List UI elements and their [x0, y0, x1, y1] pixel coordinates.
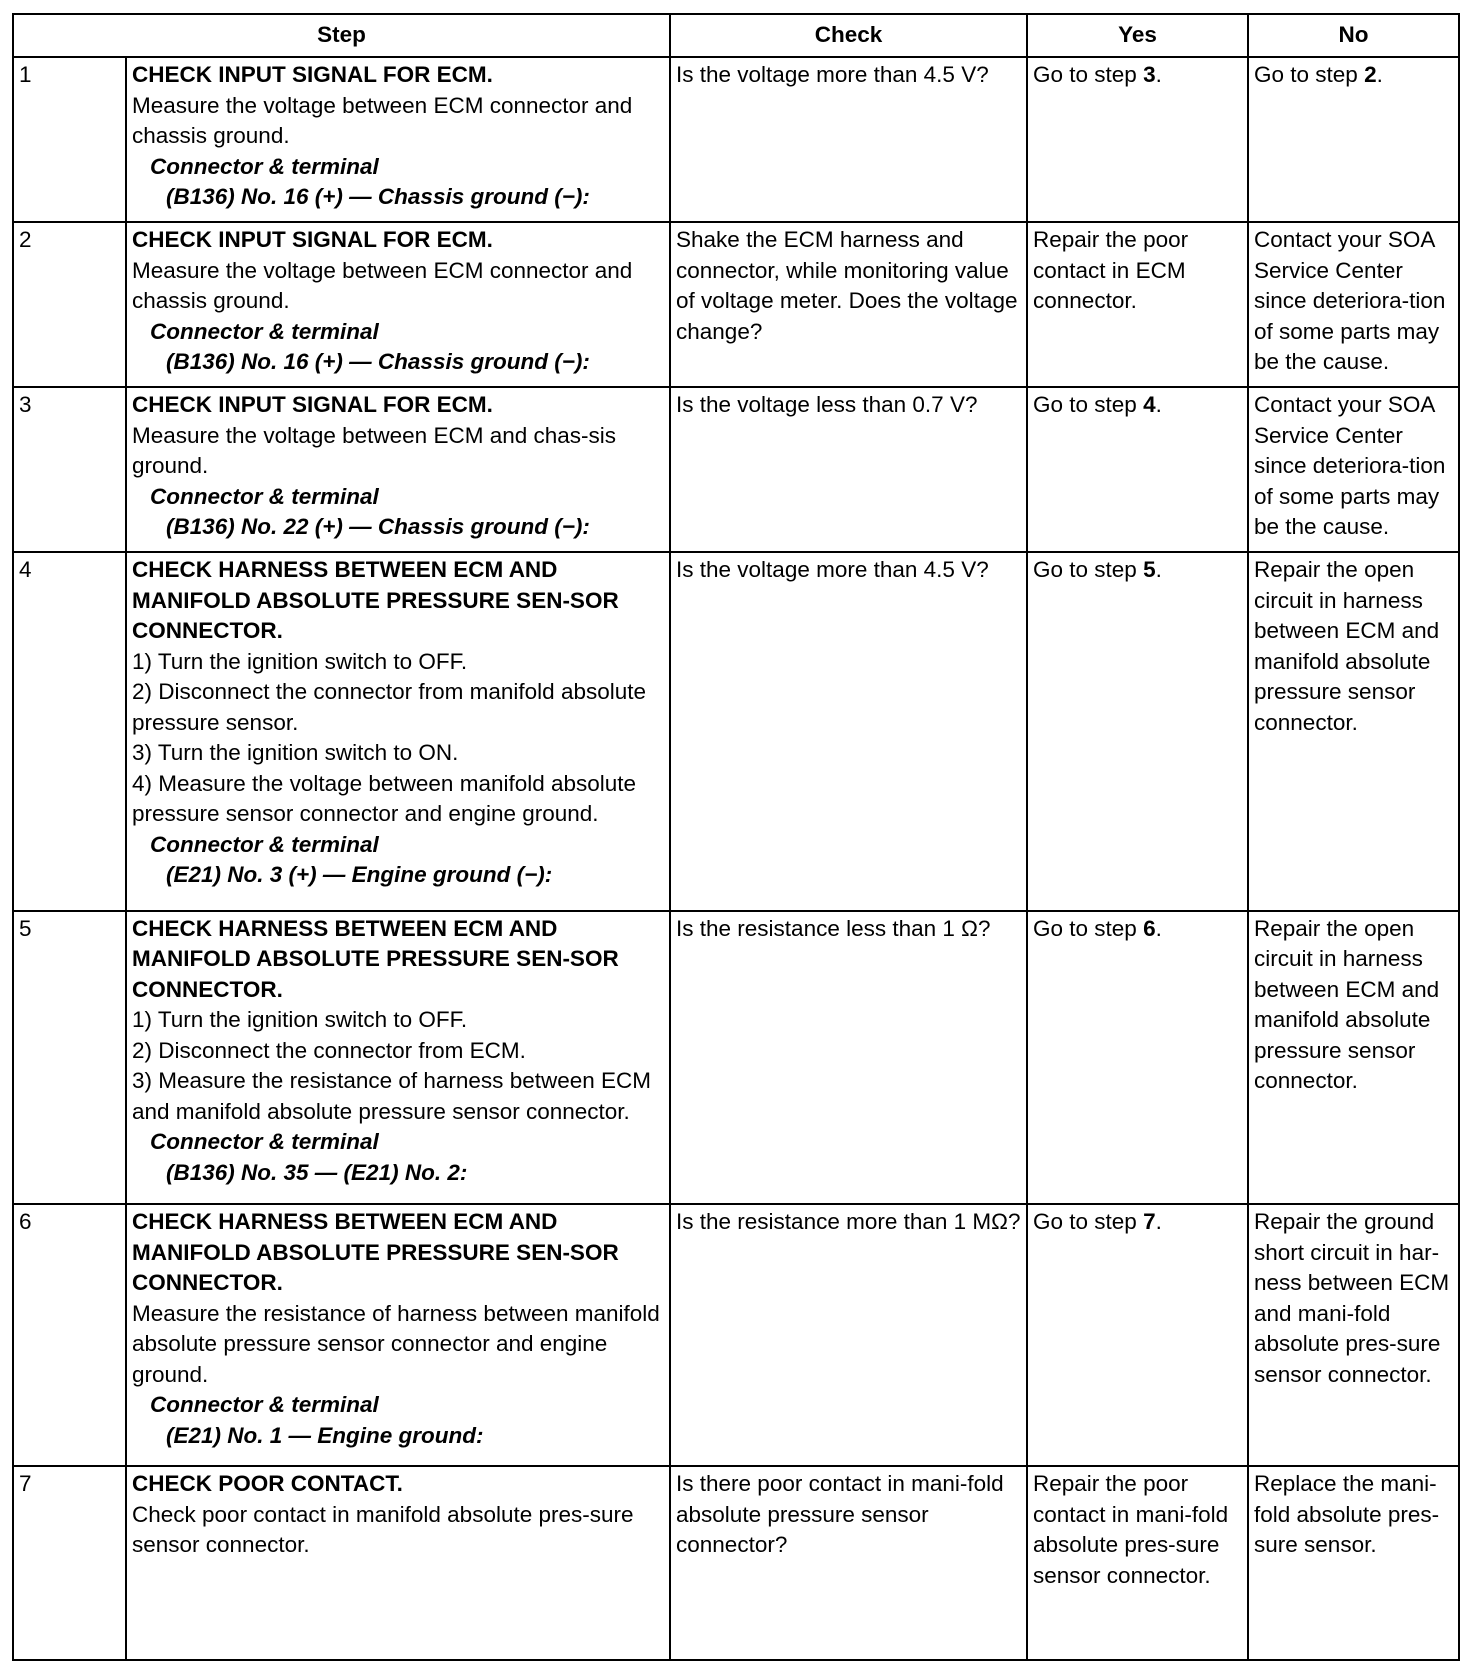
no-action: [1248, 387, 1459, 552]
no-action-text: Repair the ground short circuit in har-ness between ECM and mani-fold absolute pres-sure sensor connector.: [1254, 1209, 1450, 1387]
step-instruction: 1) Turn the ignition switch to OFF.: [132, 1007, 468, 1032]
yes-action: [1027, 57, 1248, 222]
step-instruction: Check poor contact in manifold absolute pres-sure sensor connector.: [132, 1501, 634, 1557]
yes-action-text: Go to step: [1033, 1209, 1144, 1235]
table-row: [13, 911, 1459, 1205]
yes-step-ref: 6: [1143, 915, 1156, 941]
table-row: [13, 552, 1459, 910]
step-instruction: Measure the voltage between ECM connector and chassis ground.: [132, 92, 633, 148]
step-instruction: 2) Disconnect the connector from manifold absolute pressure sensor.: [132, 679, 647, 735]
step-number: 1: [13, 57, 126, 222]
no-action: [1248, 222, 1459, 387]
step-description: [126, 1466, 670, 1660]
no-action: [1248, 1466, 1459, 1660]
table-row: [13, 222, 1459, 387]
step-number: 2: [13, 222, 126, 387]
no-action-text: Contact your SOA Service Center since deteriora-tion of some parts may be the cause.: [1254, 227, 1446, 375]
no-step-ref: 2: [1364, 62, 1377, 87]
connector-terminal-label: Connector & terminal: [150, 1392, 379, 1418]
step-description: [126, 222, 670, 387]
yes-step-ref: 4: [1143, 392, 1156, 418]
step-title: CHECK INPUT SIGNAL FOR ECM.: [132, 392, 493, 418]
no-action-text: Repair the open circuit in harness between ECM and manifold absolute pressure sensor connector.: [1254, 915, 1440, 1093]
step-title: CHECK INPUT SIGNAL FOR ECM.: [132, 227, 493, 253]
step-title: CHECK HARNESS BETWEEN ECM AND MANIFOLD ABSOLUTE PRESSURE SEN-SOR CONNECTOR.: [132, 1209, 619, 1296]
table-row: [13, 1204, 1459, 1466]
table-header-row: [13, 14, 1459, 57]
yes-action: [1027, 552, 1248, 910]
check-question: Is the resistance more than 1 MΩ?: [670, 1204, 1027, 1466]
no-action-suffix: .: [1376, 62, 1383, 87]
step-description: [126, 552, 670, 910]
yes-action-suffix: .: [1155, 557, 1162, 583]
yes-action-text: Go to step: [1033, 392, 1144, 418]
connector-terminal-label: Connector & terminal: [150, 318, 379, 344]
check-question: Is the voltage more than 4.5 V?: [670, 552, 1027, 910]
yes-step-ref: 7: [1143, 1209, 1156, 1235]
check-question: Is the voltage less than 0.7 V?: [670, 387, 1027, 552]
yes-action: [1027, 1204, 1248, 1466]
connector-terminal-label: Connector & terminal: [150, 1129, 379, 1154]
step-instruction: 2) Disconnect the connector from ECM.: [132, 1037, 526, 1063]
terminal-spec: (B136) No. 16 (+) — Chassis ground (−):: [166, 349, 590, 375]
yes-action-text: Go to step: [1033, 915, 1144, 941]
yes-action-text: Repair the poor contact in mani-fold absolute pres-sure sensor connector.: [1033, 1471, 1229, 1588]
step-description: [126, 911, 670, 1205]
check-question: Is the voltage more than 4.5 V?: [670, 57, 1027, 222]
check-question: Is there poor contact in mani-fold absolute pressure sensor connector?: [670, 1466, 1027, 1660]
step-title: CHECK INPUT SIGNAL FOR ECM.: [132, 62, 493, 87]
no-action: [1248, 1204, 1459, 1466]
table-row: [13, 387, 1459, 552]
terminal-spec: (E21) No. 1 — Engine ground:: [166, 1422, 484, 1448]
step-number: 5: [13, 911, 126, 1205]
step-title: CHECK HARNESS BETWEEN ECM AND MANIFOLD ABSOLUTE PRESSURE SEN-SOR CONNECTOR.: [132, 915, 619, 1002]
step-description: [126, 57, 670, 222]
connector-terminal-label: Connector & terminal: [150, 831, 379, 857]
connector-terminal-label: Connector & terminal: [150, 153, 379, 179]
step-number: 7: [13, 1466, 126, 1660]
yes-step-ref: 5: [1143, 557, 1156, 583]
no-action: [1248, 57, 1459, 222]
step-instruction: Measure the voltage between ECM connector and chassis ground.: [132, 257, 633, 314]
yes-action-suffix: .: [1155, 62, 1162, 87]
yes-action: [1027, 222, 1248, 387]
yes-action: [1027, 1466, 1248, 1660]
yes-action: [1027, 911, 1248, 1205]
no-column-header: No: [1248, 14, 1459, 57]
yes-action-text: Go to step: [1033, 62, 1144, 87]
table-body: [13, 57, 1459, 1660]
yes-action-suffix: .: [1155, 915, 1162, 941]
yes-step-ref: 3: [1143, 62, 1156, 87]
step-number: 4: [13, 552, 126, 910]
step-instruction: 1) Turn the ignition switch to OFF.: [132, 648, 468, 674]
yes-action-suffix: .: [1155, 392, 1162, 418]
step-instruction: Measure the voltage between ECM and chas-sis ground.: [132, 422, 617, 479]
check-question: Is the resistance less than 1 Ω?: [670, 911, 1027, 1205]
no-action-text: Repair the open circuit in harness between ECM and manifold absolute pressure sensor connector.: [1254, 557, 1440, 735]
yes-action-suffix: .: [1155, 1209, 1162, 1235]
terminal-spec: (B136) No. 22 (+) — Chassis ground (−):: [166, 514, 590, 540]
no-action: [1248, 552, 1459, 910]
no-action-text: Go to step: [1254, 62, 1365, 87]
step-number: 6: [13, 1204, 126, 1466]
step-instruction: 3) Turn the ignition switch to ON.: [132, 740, 459, 766]
step-instruction: 3) Measure the resistance of harness between ECM and manifold absolute pressure sensor connector.: [132, 1068, 652, 1124]
no-action-text: Contact your SOA Service Center since deteriora-tion of some parts may be the cause.: [1254, 392, 1446, 540]
terminal-spec: (B136) No. 35 — (E21) No. 2:: [166, 1159, 468, 1185]
terminal-spec: (B136) No. 16 (+) — Chassis ground (−):: [166, 184, 590, 209]
no-action-text: Replace the mani-fold absolute pres-sure sensor.: [1254, 1471, 1440, 1557]
diagnostic-procedure-table: [12, 13, 1460, 1661]
step-column-header: Step: [13, 14, 670, 57]
table-row: [13, 57, 1459, 222]
yes-action: [1027, 387, 1248, 552]
step-instruction: Measure the resistance of harness between manifold absolute pressure sensor connector and engine ground.: [132, 1300, 660, 1387]
yes-action-text: Go to step: [1033, 557, 1144, 583]
step-instruction: 4) Measure the voltage between manifold absolute pressure sensor connector and engine ground.: [132, 770, 637, 827]
yes-column-header: Yes: [1027, 14, 1248, 57]
terminal-spec: (E21) No. 3 (+) — Engine ground (−):: [166, 862, 553, 888]
step-description: [126, 1204, 670, 1466]
step-description: [126, 387, 670, 552]
step-number: 3: [13, 387, 126, 552]
connector-terminal-label: Connector & terminal: [150, 483, 379, 509]
check-question: Shake the ECM harness and connector, while monitoring value of voltage meter. Does the voltage change?: [670, 222, 1027, 387]
check-column-header: Check: [670, 14, 1027, 57]
yes-action-text: Repair the poor contact in ECM connector.: [1033, 227, 1189, 314]
table-row: [13, 1466, 1459, 1660]
step-title: CHECK POOR CONTACT.: [132, 1471, 403, 1496]
no-action: [1248, 911, 1459, 1205]
step-title: CHECK HARNESS BETWEEN ECM AND MANIFOLD ABSOLUTE PRESSURE SEN-SOR CONNECTOR.: [132, 557, 619, 644]
